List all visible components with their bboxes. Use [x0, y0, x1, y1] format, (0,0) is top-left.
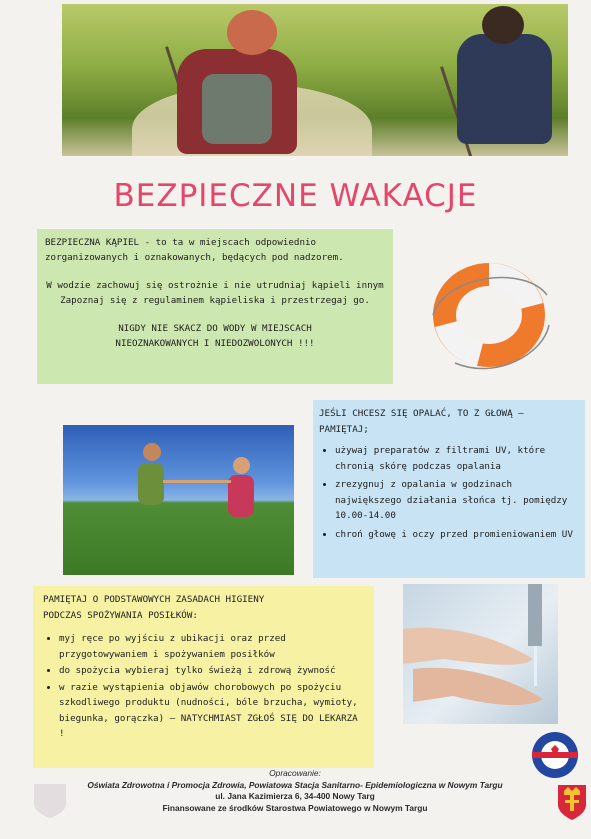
- child-figure: [138, 463, 164, 505]
- list-item: • myj ręce po wyjściu z ubikacji oraz przed przygotowywaniem i spożywaniem posiłków: [59, 631, 364, 662]
- list-item: • w razie wystąpienia objawów chorobowych po spożyciu szkodliwego produktu (nudności, bóle brzucha, wymioty, biegunka, gorączka) – NATYCHMIAST ZGŁOŚ SIĘ DO LEKARZA !: [59, 680, 364, 742]
- hiker-head: [227, 10, 277, 55]
- bathing-line: zorganizowanych i oznakowanych, będących pod nadzorem.: [45, 252, 344, 263]
- lifebuoy-image: [425, 255, 555, 380]
- sun-heading: JEŚLI CHCESZ SIĘ OPALAĆ, TO Z GŁOWĄ –: [319, 408, 524, 419]
- sun-heading: PAMIĘTAJ;: [319, 423, 369, 435]
- footer-author: Oświata Zdrowotna i Promocja Zdrowia, Powiatowa Stacja Sanitarno- Epidemiologiczna w Nowym Targu: [87, 779, 503, 790]
- hygiene-heading: PAMIĘTAJ O PODSTAWOWYCH ZASADACH HIGIENY: [43, 594, 265, 605]
- lifebuoy-icon: [425, 255, 555, 380]
- list-item: • chroń głowę i oczy przed promieniowaniem UV: [335, 527, 579, 543]
- safe-bathing-box: [37, 229, 393, 384]
- washing-hands-icon: [403, 584, 558, 724]
- footer-address: ul. Jana Kazimierza 6, 34-400 Nowy Targ: [215, 791, 375, 801]
- list-item: • do spożycia wybieraj tylko świeżą i zdrową żywność: [59, 663, 364, 679]
- sun-tips-list: [319, 443, 579, 542]
- hand-washing-photo: [403, 584, 558, 724]
- child-figure: [228, 475, 254, 517]
- holding-hands: [163, 480, 231, 483]
- faded-crest-watermark: [30, 780, 70, 820]
- bathing-warning: NIGDY NIE SKACZ DO WODY W MIEJSCACH: [118, 323, 312, 334]
- bathing-line: Zapoznaj się z regulaminem kąpieliska i przestrzegaj go.: [60, 295, 370, 306]
- backpack-pocket: [202, 74, 272, 144]
- poster-title: BEZPIECZNE WAKACJE: [113, 178, 478, 214]
- hygiene-box: [33, 586, 374, 768]
- bathing-warning: NIEOZNAKOWANYCH I NIEDOZWOLONYCH !!!: [115, 338, 315, 349]
- bathing-line: BEZPIECZNA KĄPIEL - to ta w miejscach odpowiednio: [45, 237, 317, 248]
- list-item: • używaj preparatów z filtrami UV, które chronią skórę podczas opalania: [335, 443, 579, 474]
- footer-funding: Finansowane ze środków Starostwa Powiatowego w Nowym Targu: [162, 802, 428, 813]
- child-head: [233, 457, 250, 474]
- list-item: • zrezygnuj z opalania w godzinach największego działania słońca tj. pomiędzy 10.00-14.00: [335, 477, 579, 524]
- county-crest: [556, 783, 588, 821]
- hygiene-tips-list: [43, 631, 364, 742]
- sanitary-inspection-seal: [530, 730, 580, 780]
- bathing-line: W wodzie zachowuj się ostrożnie i nie utrudniaj kąpieli innym: [46, 280, 384, 291]
- watermark-icon: [30, 780, 70, 820]
- child-head: [143, 443, 161, 461]
- sunbathing-box: [313, 400, 585, 578]
- footer-label: Opracowanie:: [269, 768, 321, 778]
- hygiene-heading: PODCZAS SPOŻYWANIA POSIŁKÓW:: [43, 609, 198, 621]
- crest-icon: [556, 783, 588, 821]
- hiker-head: [482, 6, 524, 44]
- footer: [60, 768, 530, 814]
- blue-backpack: [457, 34, 552, 144]
- seal-icon: [530, 730, 580, 780]
- hikers-photo: [62, 4, 568, 156]
- children-photo: [63, 425, 294, 575]
